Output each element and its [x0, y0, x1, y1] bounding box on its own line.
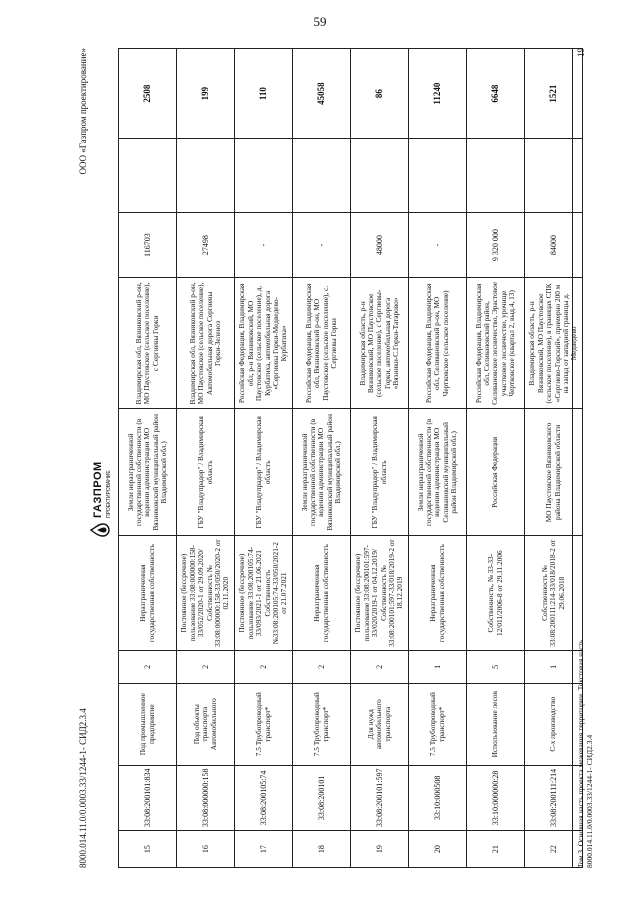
cadastral-number: 33:08:200111:214 [525, 765, 583, 831]
row-number: 20 [409, 831, 467, 868]
part-count: 2 [351, 651, 409, 684]
right-holder: Земли неразграниченной государственной собственности (в ведении администрации МО Селивановский муниципальный район Владимирской обл.) [409, 409, 467, 536]
permitted-use: 7.5 Трубопроводный транспорт* [235, 683, 293, 765]
plot-area: - [409, 212, 467, 278]
area-to-form: 45058 [293, 49, 351, 139]
part-count: 2 [177, 651, 235, 684]
rotated-page [78, 48, 603, 868]
table-row [409, 49, 467, 868]
page-number: 59 [313, 14, 327, 29]
location: Российская Федерация, Владимирская обл, Вязниковский р-он, МО Паустовское (сельское поселение), с. Сергиевы Горки [293, 278, 351, 409]
extra-value [235, 139, 293, 213]
table-row [235, 49, 293, 868]
footer-volume: Том 3. Основная часть проекта межевания территории. Текстовая часть [576, 639, 585, 868]
location: Владимирская область, р-н Вязниковский, МО Паустовское (сельское поселение), с Сергиевы-Горки, автомобильная дорога «Вязники-С.Горки-Татарово» [351, 278, 409, 409]
area-to-form: 6648 [467, 49, 525, 139]
location: Владимирская область, р-н Вязниковский, МО Паустовское (сельское поселение), в границах СПК «Сергиево-Горский», примерно 200 м на запад от западной границы д. Медведево [525, 278, 583, 409]
permitted-use: 7.5 Трубопроводный транспорт* [409, 683, 467, 765]
right-type: Неразграниченная государственная собственность [293, 536, 351, 651]
plot-area: 84000 [525, 212, 583, 278]
location: Владимирская обл, Вязниковский р-он, МО Паустовское (сельское поселение), с Сергиевы Горки [119, 278, 177, 409]
gazprom-logo [88, 461, 112, 538]
land-plots-table [118, 48, 583, 868]
extra-value [467, 139, 525, 213]
permitted-use: Под промышленное предприятие [119, 683, 177, 765]
table-row [467, 49, 525, 868]
plot-area: - [235, 212, 293, 278]
plot-area: 48000 [351, 212, 409, 278]
footer-rule [572, 48, 573, 868]
document-code: 8000.014.11.0/0.0003.33/1244-1- СИД2.3.4 [78, 708, 88, 868]
table-row [351, 49, 409, 868]
part-count: 1 [525, 651, 583, 684]
extra-value [409, 139, 467, 213]
location: Российская Федерация, Владимирская обл, р-н Вязниковский, МО Паустовское (сельское поселение), д. Курбатиха, автомобильная дорога «Сергиевы Горки-Медведево-Курбатиха» [235, 278, 293, 409]
part-count: 5 [467, 651, 525, 684]
area-to-form: 110 [235, 49, 293, 139]
table-row [525, 49, 583, 868]
row-number: 18 [293, 831, 351, 868]
location: Российская Федерация, Владимирская обл, Селивановский район, Селивановское лесничество, Эрастовое участковое лесничество, урочище Чертковское (квартал 2, выд.4, 13) [467, 278, 525, 409]
right-type: Неразграниченная государственная собственность [409, 536, 467, 651]
row-number: 19 [351, 831, 409, 868]
extra-value [177, 139, 235, 213]
permitted-use: Под объекты транспорта Автомобильного [177, 683, 235, 765]
right-holder: ГБУ "Владупрадор" / Владимирская область [235, 409, 293, 536]
cadastral-number: 33:08:000000:158 [177, 765, 235, 831]
extra-value [293, 139, 351, 213]
footer-page-number: 19 [576, 48, 586, 57]
part-count: 2 [119, 651, 177, 684]
part-count: 1 [409, 651, 467, 684]
plot-area: - [293, 212, 351, 278]
area-to-form: 86 [351, 49, 409, 139]
cadastral-number: 33:10:000000:28 [467, 765, 525, 831]
cadastral-number: 33:08:200101:834 [119, 765, 177, 831]
cadastral-number: 33:08:200101 [293, 765, 351, 831]
area-to-form: 1521 [525, 49, 583, 139]
table-row [177, 49, 235, 868]
plot-area: 27498 [177, 212, 235, 278]
right-holder: МО Паустовское Вязниковского района Владимирской области [525, 409, 583, 536]
permitted-use: 7.5 Трубопроводный транспорт* [293, 683, 351, 765]
flame-icon [90, 522, 110, 538]
location: Российская Федерация, Владимирская обл, Селивановский р-он, МО Чертковское (сельское поселение) [409, 278, 467, 409]
table-row [293, 49, 351, 868]
location: Владимирская обл, Вязниковский р-он, МО Паустовское (сельское поселение), Автомобильная дорога Сергиевы Горки-Зеленоэ [177, 278, 235, 409]
right-holder: Российская Федерация [467, 409, 525, 536]
permitted-use: Для нужд автомобильного транспорта [351, 683, 409, 765]
extra-value [351, 139, 409, 213]
right-type: Постоянное (бессрочное) пользование 33:08:200101:597-33/020/2019-1 от 04.12.2019/ Собственность № 33:08:200101:597-33/018/2019-2 от 18.12.2019 [351, 536, 409, 651]
part-count: 2 [293, 651, 351, 684]
logo-subtext: ПРОЕКТИРОВАНИЕ [106, 470, 112, 518]
cadastral-number: 33:08:200105:74 [235, 765, 293, 831]
cadastral-number: 33:10:000508 [409, 765, 467, 831]
cadastral-number: 33:08:200101:597 [351, 765, 409, 831]
permitted-use: С-х производство [525, 683, 583, 765]
row-number: 15 [119, 831, 177, 868]
extra-value [525, 139, 583, 213]
footer [576, 48, 595, 868]
area-to-form: 2508 [119, 49, 177, 139]
right-type: Собственность, № 33-33-12/011/2006-8 от 29.11.2006 [467, 536, 525, 651]
right-holder: ГБУ "Владупрадор" / Владимирская область [177, 409, 235, 536]
permitted-use: Использование лесов [467, 683, 525, 765]
plot-area: 9 320 000 [467, 212, 525, 278]
right-holder: ГБУ "Владупрадор" / Владимирская область [351, 409, 409, 536]
company-name: ООО «Газпром проектирование» [78, 48, 88, 175]
row-number: 22 [525, 831, 583, 868]
right-type: Постоянное (бессрочное) пользование 33:08:200105:74-33/093/2021-1 от 21.06.2021 Собственность №33:08:200105:74-33/050/2021-2 от 21.07.2021 [235, 536, 293, 651]
footer-code: 8000.014.11.0/0.0003.33/1244-1- СИД2.3.4 [585, 734, 595, 868]
row-number: 21 [467, 831, 525, 868]
table-row [119, 49, 177, 868]
right-holder: Земли неразграниченной государственной собственности (в ведении администрации МО Вязниковский муниципальный район Владимирской обл.) [119, 409, 177, 536]
logo-text: ГАЗПРОМ [92, 461, 104, 518]
right-holder: Земли неразграниченной государственной собственности (в ведении администрации МО Вязниковский муниципальный район Владимирской обл.) [293, 409, 351, 536]
right-type: Неразграниченная государственная собственность [119, 536, 177, 651]
row-number: 17 [235, 831, 293, 868]
plot-area: 116703 [119, 212, 177, 278]
right-type: Постоянное (бессрочное) пользование 33:08:000000:158-33/052/2020-1 от 29.09.2020/ Собственность № 33:08:000000:158-33/050/2020-2 от 02.11.2020 [177, 536, 235, 651]
area-to-form: 11240 [409, 49, 467, 139]
right-type: Собственность № 33:08:200111:214-33/018/2018-2 от 29.06.2018 [525, 536, 583, 651]
row-number: 16 [177, 831, 235, 868]
area-to-form: 199 [177, 49, 235, 139]
part-count: 2 [235, 651, 293, 684]
extra-value [119, 139, 177, 213]
